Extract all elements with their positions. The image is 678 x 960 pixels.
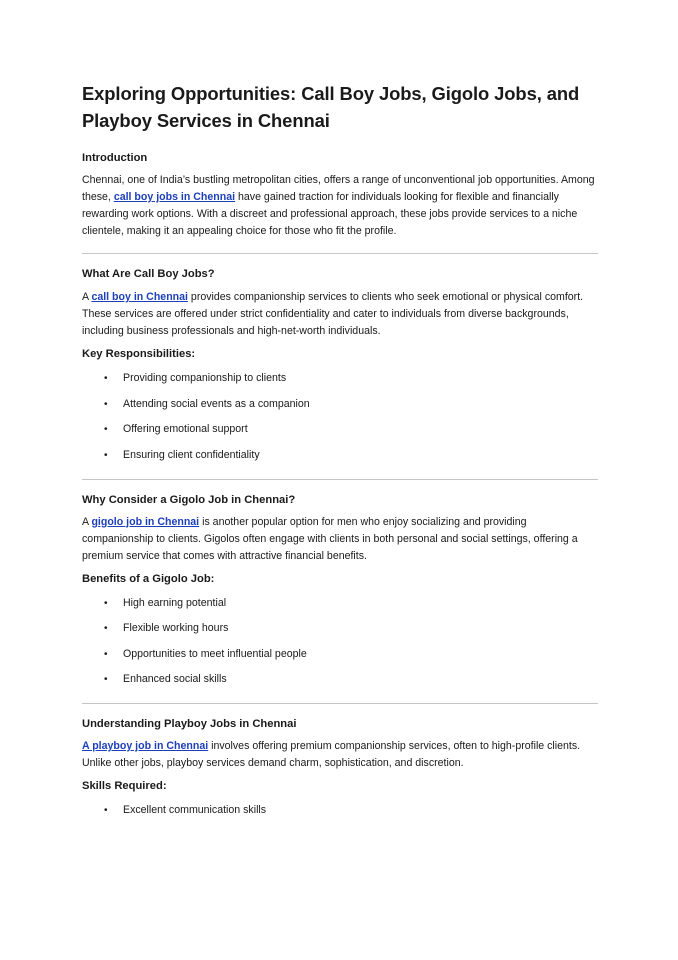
list-item xyxy=(82,421,598,438)
bullet-icon: • xyxy=(104,597,108,609)
gigolo-text-b: is another popular option for men who enjoy socializing and providing companionship to clients. Gigolos often engage with clients in both personal and social settings, offering a premium service that comes with attractive financial benefits. xyxy=(82,515,578,562)
list-item-text: Flexible working hours xyxy=(123,622,229,634)
call-boy-heading: What Are Call Boy Jobs? xyxy=(82,268,215,280)
link-playboy-job[interactable]: A playboy job in Chennai xyxy=(82,740,209,752)
playboy-paragraph xyxy=(82,738,598,772)
list-item-text: High earning potential xyxy=(123,596,227,609)
call-boy-text-b: provides companionship services to clients who seek emotional or physical comfort. These services are offered under strict confidentiality and cater to individuals from diverse backgrounds, including business professionals and high-net-worth individuals. xyxy=(82,291,584,337)
gigolo-heading: Why Consider a Gigolo Job in Chennai? xyxy=(82,493,296,506)
gigolo-paragraph xyxy=(82,514,598,565)
list-item-text: Enhanced social skills xyxy=(123,673,227,685)
playboy-heading: Understanding Playboy Jobs in Chennai xyxy=(82,718,297,730)
section-divider xyxy=(82,253,598,254)
page-title: Exploring Opportunities: Call Boy Jobs, Gigolo Jobs, and Playboy Services in Chennai xyxy=(82,83,580,131)
benefits-list xyxy=(82,595,598,689)
bullet-icon: • xyxy=(104,674,108,685)
bullet-icon: • xyxy=(104,623,108,634)
responsibilities-heading: Key Responsibilities: xyxy=(82,348,196,360)
document-body xyxy=(82,80,598,819)
call-boy-paragraph xyxy=(82,289,598,340)
bullet-icon: • xyxy=(104,373,108,384)
bullet-icon: • xyxy=(104,398,108,410)
list-item xyxy=(82,802,598,819)
section-divider xyxy=(82,479,598,480)
section-divider xyxy=(82,703,598,704)
list-item-text: Offering emotional support xyxy=(123,423,248,435)
skills-list xyxy=(82,802,598,819)
bullet-icon: • xyxy=(104,424,108,435)
playboy-text-b: involves offering premium companionship services, often to high-profile clients. Unlike other jobs, playboy services demand charm, sophistication, and discretion. xyxy=(82,740,581,769)
intro-text-a: Chennai, one of India’s bustling metropolitan cities, offers a range of unconventional job opportunities. Among these, xyxy=(82,174,595,203)
intro-text-b: have gained traction for individuals looking for flexible and financially rewarding work options. With a discreet and professional approach, these jobs provide services to a niche clientele, making it an appealing choice for those who fit the profile. xyxy=(82,191,578,237)
list-item xyxy=(82,646,598,663)
bullet-icon: • xyxy=(104,449,108,461)
link-call-boy[interactable]: call boy in Chennai xyxy=(91,291,188,303)
gigolo-text-a: A xyxy=(82,515,92,528)
list-item xyxy=(82,447,598,464)
bullet-icon: • xyxy=(104,805,108,816)
list-item xyxy=(82,370,598,387)
list-item xyxy=(82,396,598,413)
link-call-boy-jobs[interactable]: call boy jobs in Chennai xyxy=(113,191,236,203)
list-item-text: Attending social events as a companion xyxy=(123,397,310,410)
intro-heading: Introduction xyxy=(82,152,148,164)
list-item xyxy=(82,620,598,637)
list-item-text: Providing companionship to clients xyxy=(123,372,287,384)
list-item-text: Opportunities to meet influential people xyxy=(123,647,307,660)
bullet-icon: • xyxy=(104,648,108,660)
intro-paragraph xyxy=(82,172,598,240)
call-boy-text-a: A xyxy=(82,291,92,303)
benefits-heading: Benefits of a Gigolo Job: xyxy=(82,572,215,585)
skills-heading: Skills Required: xyxy=(82,780,167,792)
list-item xyxy=(82,671,598,688)
list-item-text: Ensuring client confidentiality xyxy=(123,448,260,461)
list-item-text: Excellent communication skills xyxy=(123,804,267,816)
link-gigolo-job[interactable]: gigolo job in Chennai xyxy=(91,515,200,528)
responsibilities-list xyxy=(82,370,598,464)
list-item xyxy=(82,595,598,612)
